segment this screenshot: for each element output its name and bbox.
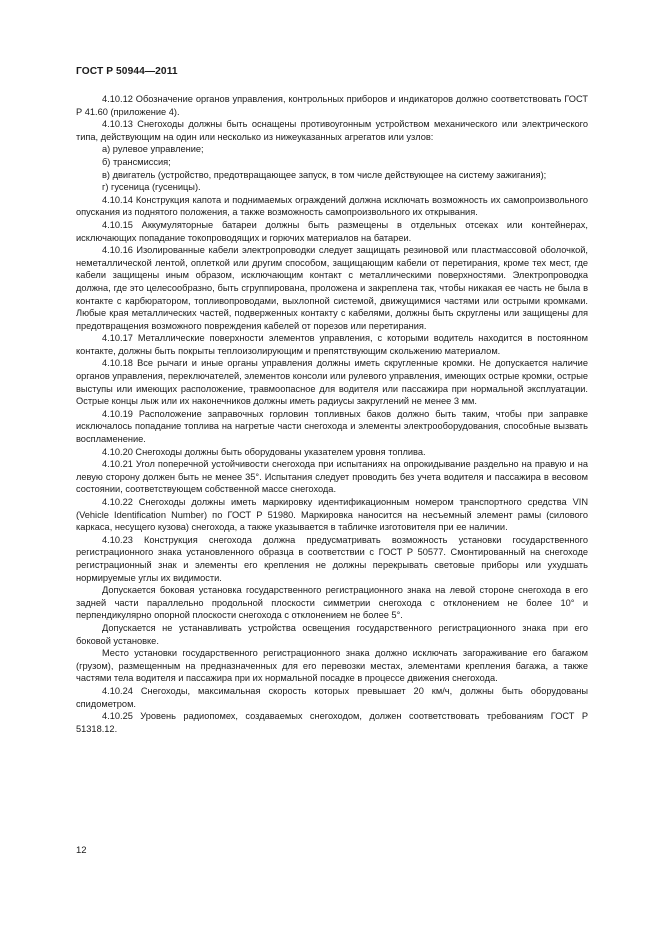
list-item-g: г) гусеница (гусеницы). <box>102 182 201 193</box>
paragraph-4-10-25: 4.10.25 Уровень радиопомех, создаваемых снегоходом, должен соответствовать требованиям ГОСТ Р 51318.12. <box>76 711 588 734</box>
page-number: 12 <box>76 845 87 856</box>
paragraph-side-mount: Допускается боковая установка государственного регистрационного знака на левой стороне снегохода в его задней части параллельно продольной плоскости симметрии снегохода с отклонением не более 10° и перпендикулярно опорной плоскости снегохода с отклонением не более 5°. <box>76 585 588 621</box>
paragraph-4-10-22: 4.10.22 Снегоходы должны иметь маркировку идентификационным номером транспортного средства VIN (Vehicle Identification Number) по ГОСТ Р 51980. Маркировка наносится на несъемный элемент рамы (силового каркаса, несущего кузова) снегохода, а также указывается в табличке изготовителя при ее наличии. <box>76 497 588 533</box>
paragraph-4-10-23: 4.10.23 Конструкция снегохода должна предусматривать возможность установки государственного регистрационного знака установленного образца в соответствии с ГОСТ Р 50577. Смонтированный на снегоходе регистрационный знак и элементы его крепления не должны перекрывать световые приборы или ухудшать нормируемые углы их видимости. <box>76 534 588 583</box>
paragraph-4-10-17: 4.10.17 Металлические поверхности элементов управления, с которыми водитель находится в постоянном контакте, должны быть покрыты теплоизолирующим и препятствующим скольжению материалом. <box>76 333 588 356</box>
paragraph-4-10-18: 4.10.18 Все рычаги и иные органы управления должны иметь скругленные кромки. Не допускается наличие органов управления, переключателей, элементов консоли или рулевого управления, имеющих острые кромки, острые выступы или имеющих расположение, травмоопасное для водителя или пассажира при нормальной эксплуатации. Острые концы лыж или их наконечников должны иметь радиусы закруглений не менее 3 мм. <box>76 358 588 407</box>
paragraph-4-10-12: 4.10.12 Обозначение органов управления, контрольных приборов и индикаторов должно соответствовать ГОСТ Р 41.60 (приложение 4). <box>76 94 588 117</box>
list-item-b: б) трансмиссия; <box>102 156 171 167</box>
document-header: ГОСТ Р 50944—2011 <box>76 66 178 77</box>
paragraph-4-10-13: 4.10.13 Снегоходы должны быть оснащены противоугонным устройством механического или электрического типа, действующим на один или несколько из нижеуказанных агрегатов или узлов: <box>76 119 588 142</box>
paragraph-plate-location: Место установки государственного регистрационного знака должно исключать загораживание его багажом (грузом), размещенным на предназначенных для его перевозки местах, элементами крепления багажа, а также частями тела водителя и пассажира при их нормальной посадке в процессе движения снегохода. <box>76 648 588 684</box>
paragraph-4-10-14: 4.10.14 Конструкция капота и поднимаемых ограждений должна исключать возможность их самопроизвольного опускания из поднятого положения, а также возможность самопроизвольного их открывания. <box>76 194 588 218</box>
paragraph-4-10-15: 4.10.15 Аккумуляторные батареи должны быть размещены в отдельных отсеках или контейнерах, исключающих попадание токопроводящих и горючих материалов на батареи. <box>76 219 588 243</box>
document-body <box>76 93 588 735</box>
list-item-a: а) рулевое управление; <box>102 144 204 155</box>
paragraph-lighting: Допускается не устанавливать устройства освещения государственного регистрационного знака при его боковой установке. <box>76 622 588 646</box>
paragraph-4-10-21: 4.10.21 Угол поперечной устойчивости снегохода при испытаниях на опрокидывание раздельно на правую и на левую сторону должен быть не менее 35°. Испытания следует проводить без учета водителя и пассажира в весовом состоянии, соответствующем собственной массе снегохода. <box>76 459 588 495</box>
list-item-v: в) двигатель (устройство, предотвращающее запуск, в том числе действующее на систему зажигания); <box>102 169 547 180</box>
paragraph-4-10-16: 4.10.16 Изолированные кабели электропроводки следует защищать резиновой или пластмассовой оболочкой, неметаллической лентой, оплеткой или другим способом, защищающим кабели от перетирания, кроме тех мест, где кабели защищены иным образом, исключающим контакт с металлическими поверхностями. Электропроводка должна, где это целесообразно, быть сгруппирована, проложена и закреплена так, чтобы никакая ее часть не была в контакте с карбюратором, топливопроводами, выхлопной системой, движущимися частями или острыми кромками. Любые края металлических частей, подверженных контакту с кабелями, должны быть скруглены или защищены для предотвращения возможного повреждения кабелей от порезов или перетирания. <box>76 245 588 331</box>
paragraph-4-10-19: 4.10.19 Расположение заправочных горловин топливных баков должно быть таким, чтобы при заправке исключалось попадание топлива на нагретые части снегохода и элементы электрооборудования, способные вызвать воспламенение. <box>76 408 588 445</box>
paragraph-4-10-20: 4.10.20 Снегоходы должны быть оборудованы указателем уровня топлива. <box>102 446 426 457</box>
paragraph-4-10-24: 4.10.24 Снегоходы, максимальная скорость которых превышает 20 км/ч, должны быть оборудованы спидометром. <box>76 685 588 709</box>
